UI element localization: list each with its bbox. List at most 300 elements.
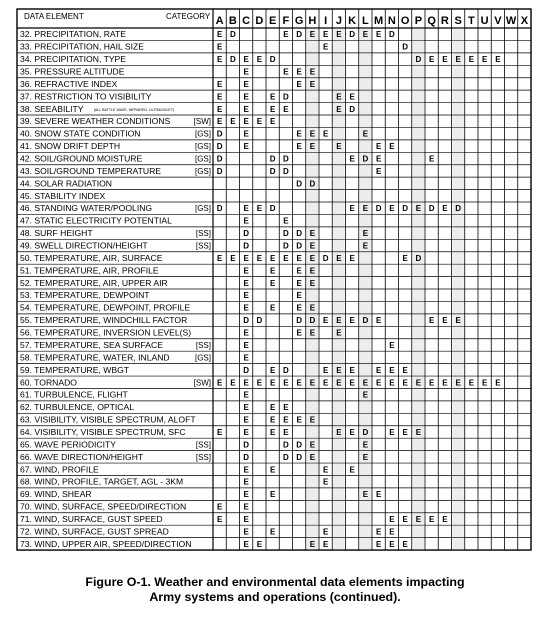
mark-e: E <box>402 514 408 524</box>
data-element-label: 32. PRECIPITATION, RATE <box>20 29 127 40</box>
column-letter-w: W <box>505 15 517 27</box>
mark-d: D <box>269 166 276 176</box>
mark-e: E <box>243 415 249 425</box>
mark-e: E <box>375 539 382 549</box>
mark-e: E <box>283 30 289 40</box>
mark-e: E <box>283 253 289 263</box>
mark-e: E <box>322 378 329 388</box>
data-element-label: 55. TEMPERATURE, WINDCHILL FACTOR <box>20 315 188 326</box>
data-element-label: 54. TEMPERATURE, DEWPOINT, PROFILE <box>20 302 191 313</box>
column-letter-h: H <box>308 15 317 27</box>
mark-e: E <box>216 427 223 437</box>
data-element-label: 52. TEMPERATURE, AIR, UPPER AIR <box>20 277 168 288</box>
mark-e: E <box>428 154 435 164</box>
mark-e: E <box>243 117 249 127</box>
category-code: [SW] <box>193 117 211 127</box>
mark-e: E <box>283 427 289 437</box>
table-row <box>20 514 448 524</box>
mark-e: E <box>269 378 276 388</box>
mark-e: E <box>296 328 302 338</box>
mark-e: E <box>309 266 316 276</box>
mark-e: E <box>362 30 369 40</box>
mark-e: E <box>336 142 342 152</box>
caption-line-2: Army systems and operations (continued). <box>149 590 401 604</box>
mark-e: E <box>283 378 289 388</box>
mark-d: D <box>296 452 303 462</box>
mark-e: E <box>322 527 329 537</box>
mark-e: E <box>269 490 276 500</box>
category-code: [SW] <box>193 378 211 388</box>
data-element-label: 38. SEEABILITY <box>20 103 84 114</box>
mark-d: D <box>282 452 289 462</box>
mark-e: E <box>269 465 276 475</box>
mark-e: E <box>309 415 316 425</box>
table-row <box>20 352 249 362</box>
mark-e: E <box>402 378 408 388</box>
mark-d: D <box>296 30 303 40</box>
data-element-label: 57. TEMPERATURE, SEA SURFACE <box>20 339 163 350</box>
mark-e: E <box>481 55 488 65</box>
mark-e: E <box>362 452 369 462</box>
column-letter-c: C <box>242 15 251 27</box>
column-letter-e: E <box>268 15 277 27</box>
mark-e: E <box>216 92 223 102</box>
table-row <box>20 54 501 64</box>
mark-e: E <box>389 340 395 350</box>
mark-e: E <box>322 477 329 487</box>
mark-e: E <box>216 514 223 524</box>
mark-d: D <box>216 154 223 164</box>
data-element-label: 69. WIND, SHEAR <box>20 489 92 500</box>
table-row <box>20 166 382 176</box>
mark-e: E <box>375 166 382 176</box>
mark-e: E <box>495 378 501 388</box>
data-element-label: 64. VISIBILITY, VISIBLE SPECTRUM, SFC <box>20 426 186 437</box>
mark-e: E <box>230 117 236 127</box>
data-element-label: 43. SOIL/GROUND TEMPERATURE <box>20 165 162 176</box>
mark-e: E <box>336 104 342 114</box>
mark-e: E <box>336 328 342 338</box>
mark-e: E <box>243 477 249 487</box>
mark-e: E <box>230 253 236 263</box>
mark-d: D <box>375 204 382 214</box>
table-row <box>20 328 342 338</box>
mark-e: E <box>362 490 369 500</box>
mark-e: E <box>243 129 249 139</box>
category-code: [SS] <box>195 229 211 239</box>
mark-e: E <box>389 514 395 524</box>
column-shade <box>413 28 424 550</box>
mark-e: E <box>336 92 342 102</box>
mark-d: D <box>282 440 289 450</box>
mark-d: D <box>349 104 356 114</box>
mark-e: E <box>455 55 461 65</box>
table-row <box>20 415 316 425</box>
mark-e: E <box>296 415 302 425</box>
mark-d: D <box>229 30 236 40</box>
mark-e: E <box>322 30 329 40</box>
mark-e: E <box>309 539 316 549</box>
mark-e: E <box>375 316 382 326</box>
data-element-label: 42. SOIL/GROUND MOISTURE <box>20 153 143 164</box>
mark-d: D <box>296 229 303 239</box>
mark-d: D <box>269 154 276 164</box>
mark-e: E <box>415 427 422 437</box>
mark-e: E <box>269 303 276 313</box>
mark-d: D <box>243 365 250 375</box>
mark-d: D <box>455 204 462 214</box>
table-row <box>20 477 329 487</box>
column-letter-m: M <box>374 15 384 27</box>
mark-e: E <box>389 204 395 214</box>
data-element-label: 63. VISIBILITY, VISIBLE SPECTRUM, ALOFT <box>20 414 196 425</box>
data-element-label: 35. PRESSURE ALTITUDE <box>20 66 125 77</box>
table-row <box>20 402 289 412</box>
mark-e: E <box>495 55 501 65</box>
data-element-note: (ALL BATTLE WAVE, INFRARED, ULTRAVIOLET) <box>93 107 175 112</box>
table-row <box>20 191 105 201</box>
column-shade <box>360 28 371 550</box>
mark-d: D <box>243 241 250 251</box>
mark-d: D <box>269 55 276 65</box>
mark-d: D <box>243 452 250 462</box>
mark-d: D <box>282 154 289 164</box>
table-row <box>20 91 355 101</box>
mark-d: D <box>243 229 250 239</box>
figure-caption <box>0 575 550 605</box>
mark-d: D <box>243 316 250 326</box>
column-letter-x: X <box>520 15 529 27</box>
mark-e: E <box>375 527 382 537</box>
column-letter-s: S <box>454 15 462 27</box>
table-row <box>20 79 316 89</box>
category-code: [GS] <box>194 204 211 214</box>
mark-e: E <box>336 365 342 375</box>
mark-d: D <box>282 229 289 239</box>
mark-e: E <box>296 142 302 152</box>
mark-d: D <box>282 241 289 251</box>
mark-e: E <box>216 55 223 65</box>
mark-e: E <box>362 390 369 400</box>
mark-d: D <box>309 316 316 326</box>
mark-e: E <box>322 316 329 326</box>
mark-e: E <box>256 253 263 263</box>
mark-d: D <box>216 204 223 214</box>
mark-e: E <box>389 142 395 152</box>
data-element-label: 68. WIND, PROFILE, TARGET, AGL - 3KM <box>20 476 184 487</box>
data-element-label: 70. WIND, SURFACE, SPEED/DIRECTION <box>20 501 187 512</box>
mark-e: E <box>349 465 355 475</box>
mark-e: E <box>243 55 249 65</box>
mark-e: E <box>428 316 435 326</box>
mark-e: E <box>283 403 289 413</box>
data-element-label: 39. SEVERE WEATHER CONDITIONS <box>20 116 171 127</box>
category-code: [SS] <box>195 241 211 251</box>
mark-e: E <box>296 266 302 276</box>
mark-e: E <box>336 30 342 40</box>
mark-e: E <box>389 527 395 537</box>
mark-d: D <box>296 316 303 326</box>
table-row <box>20 29 395 39</box>
column-letter-f: F <box>282 15 290 27</box>
mark-e: E <box>336 427 342 437</box>
column-letter-j: J <box>335 15 342 27</box>
mark-e: E <box>243 142 249 152</box>
mark-e: E <box>481 378 488 388</box>
mark-d: D <box>349 30 356 40</box>
mark-e: E <box>415 204 422 214</box>
column-letter-d: D <box>255 15 264 27</box>
data-element-label: 51. TEMPERATURE, AIR, PROFILE <box>20 265 159 276</box>
mark-e: E <box>243 104 249 114</box>
table-row <box>20 464 355 474</box>
mark-e: E <box>389 427 395 437</box>
mark-d: D <box>216 166 223 176</box>
mark-e: E <box>256 117 263 127</box>
column-letter-n: N <box>387 15 396 27</box>
mark-e: E <box>269 415 276 425</box>
table-row <box>20 154 435 164</box>
column-letter-o: O <box>400 15 410 27</box>
mark-e: E <box>269 527 276 537</box>
mark-e: E <box>243 328 249 338</box>
mark-e: E <box>309 440 316 450</box>
data-element-label: 46. STANDING WATER/POOLING <box>20 203 153 214</box>
mark-e: E <box>322 465 329 475</box>
data-element-label: 40. SNOW STATE CONDITION <box>20 128 141 139</box>
mark-e: E <box>442 378 448 388</box>
column-letter-q: Q <box>427 15 436 27</box>
mark-d: D <box>362 154 369 164</box>
mark-e: E <box>256 204 263 214</box>
mark-e: E <box>216 79 223 89</box>
mark-e: E <box>243 303 249 313</box>
mark-e: E <box>216 117 223 127</box>
mark-e: E <box>442 204 448 214</box>
table-row <box>20 178 315 188</box>
mark-e: E <box>375 490 382 500</box>
data-element-label: 67. WIND, PROFILE <box>20 464 99 475</box>
caption-line-1: Figure O-1. Weather and environmental data elements impacting <box>85 575 465 589</box>
data-element-label: 66. WAVE DIRECTION/HEIGHT <box>20 451 144 462</box>
data-element-label: 44. SOLAR RADIATION <box>20 178 113 189</box>
data-element-label: 60. TORNADO <box>20 377 77 388</box>
mark-e: E <box>375 142 382 152</box>
mark-e: E <box>455 316 461 326</box>
mark-e: E <box>216 502 223 512</box>
mark-e: E <box>402 539 408 549</box>
data-element-header-label: DATA ELEMENT <box>24 12 84 21</box>
mark-d: D <box>282 92 289 102</box>
mark-e: E <box>243 502 249 512</box>
mark-e: E <box>362 204 369 214</box>
mark-e: E <box>269 278 276 288</box>
mark-e: E <box>322 42 329 52</box>
data-element-label: 50. TEMPERATURE, AIR, SURFACE <box>20 252 163 263</box>
data-element-label: 65. WAVE PERIODICITY <box>20 439 116 450</box>
mark-d: D <box>256 316 263 326</box>
table-row <box>20 278 316 288</box>
mark-d: D <box>309 179 316 189</box>
mark-e: E <box>309 142 316 152</box>
mark-e: E <box>269 117 276 127</box>
mark-e: E <box>243 403 249 413</box>
mark-e: E <box>309 30 316 40</box>
column-letter-b: B <box>228 15 237 27</box>
mark-d: D <box>415 253 422 263</box>
mark-d: D <box>296 241 303 251</box>
table-row <box>20 315 461 325</box>
column-shade <box>453 28 464 550</box>
category-code: [SS] <box>195 452 211 462</box>
category-code: [SS] <box>195 340 211 350</box>
table-row <box>20 216 289 226</box>
mark-e: E <box>322 129 329 139</box>
mark-d: D <box>243 440 250 450</box>
mark-e: E <box>269 104 276 114</box>
mark-e: E <box>216 104 223 114</box>
mark-e: E <box>296 67 302 77</box>
mark-e: E <box>362 241 369 251</box>
mark-e: E <box>243 340 249 350</box>
mark-e: E <box>468 55 475 65</box>
mark-e: E <box>336 316 342 326</box>
mark-e: E <box>309 328 316 338</box>
table-row <box>20 141 395 151</box>
mark-e: E <box>349 204 355 214</box>
table-row <box>20 265 316 275</box>
mark-e: E <box>243 204 249 214</box>
data-element-label: 61. TURBULENCE, FLIGHT <box>20 389 128 400</box>
mark-e: E <box>309 278 316 288</box>
column-letter-i: I <box>324 15 328 27</box>
mark-d: D <box>296 179 303 189</box>
mark-e: E <box>216 42 223 52</box>
mark-e: E <box>336 378 342 388</box>
mark-e: E <box>296 303 302 313</box>
mark-e: E <box>243 253 249 263</box>
mark-e: E <box>243 67 249 77</box>
mark-e: E <box>309 452 316 462</box>
data-element-label: 71. WIND, SURFACE, GUST SPEED <box>20 513 163 524</box>
column-letter-g: G <box>294 15 304 27</box>
mark-e: E <box>216 253 223 263</box>
table-row <box>20 502 249 512</box>
category-code: [GS] <box>194 154 211 164</box>
mark-e: E <box>269 365 276 375</box>
mark-d: D <box>282 166 289 176</box>
mark-d: D <box>296 440 303 450</box>
data-element-label: 33. PRECIPITATION, HAIL SIZE <box>20 41 144 52</box>
mark-e: E <box>309 241 316 251</box>
mark-e: E <box>283 415 289 425</box>
mark-e: E <box>309 129 316 139</box>
data-element-label: 41. SNOW DRIFT DEPTH <box>20 141 121 152</box>
mark-e: E <box>349 427 355 437</box>
table-row <box>20 116 276 126</box>
data-element-label: 73. WIND, UPPER AIR, SPEED/DIRECTION <box>20 538 192 549</box>
data-element-label: 36. REFRACTIVE INDEX <box>20 78 118 89</box>
mark-e: E <box>243 490 249 500</box>
table-row <box>20 104 355 114</box>
mark-e: E <box>243 427 249 437</box>
mark-e: E <box>309 378 316 388</box>
mark-e: E <box>362 129 369 139</box>
table-header <box>24 12 211 21</box>
mark-e: E <box>309 253 316 263</box>
data-element-label: 59. TEMPERATURE, WBGT <box>20 364 130 375</box>
mark-e: E <box>362 229 369 239</box>
mark-e: E <box>309 79 316 89</box>
mark-e: E <box>375 378 382 388</box>
mark-e: E <box>442 316 448 326</box>
column-shade <box>307 28 318 550</box>
mark-d: D <box>415 55 422 65</box>
category-header-label: CATEGORY <box>166 12 211 21</box>
mark-d: D <box>216 129 223 139</box>
mark-d: D <box>428 204 435 214</box>
category-code: [GS] <box>194 129 211 139</box>
category-code: [GS] <box>194 353 211 363</box>
mark-e: E <box>243 216 249 226</box>
table-row <box>20 42 408 52</box>
column-letter-t: T <box>468 15 475 27</box>
mark-d: D <box>402 42 409 52</box>
mark-e: E <box>349 154 355 164</box>
mark-e: E <box>468 378 475 388</box>
mark-e: E <box>389 365 395 375</box>
data-element-label: 53. TEMPERATURE, DEWPOINT <box>20 290 150 301</box>
mark-e: E <box>349 253 355 263</box>
mark-e: E <box>296 253 302 263</box>
mark-e: E <box>428 378 435 388</box>
mark-e: E <box>296 378 302 388</box>
mark-e: E <box>428 55 435 65</box>
mark-e: E <box>216 378 223 388</box>
mark-e: E <box>375 30 382 40</box>
mark-e: E <box>336 253 342 263</box>
mark-e: E <box>455 378 461 388</box>
mark-e: E <box>283 67 289 77</box>
data-element-label: 72. WIND, SURFACE, GUST SPREAD <box>20 526 169 537</box>
mark-d: D <box>216 142 223 152</box>
data-element-label: 45. STABILITY INDEX <box>20 190 106 201</box>
data-element-label: 37. RESTRICTION TO VISIBILITY <box>20 91 152 102</box>
mark-d: D <box>282 365 289 375</box>
mark-e: E <box>296 278 302 288</box>
table-row <box>20 539 408 549</box>
mark-e: E <box>283 216 289 226</box>
mark-e: E <box>243 353 249 363</box>
mark-e: E <box>362 378 369 388</box>
mark-d: D <box>388 30 395 40</box>
data-element-label: 49. SWELL DIRECTION/HEIGHT <box>20 240 148 251</box>
mark-e: E <box>322 539 329 549</box>
data-element-label: 58. TEMPERATURE, WATER, INLAND <box>20 352 170 363</box>
data-element-label: 47. STATIC ELECTRICITY POTENTIAL <box>20 215 172 226</box>
mark-e: E <box>309 67 316 77</box>
mark-e: E <box>296 129 302 139</box>
table-row <box>20 365 408 375</box>
mark-e: E <box>256 378 263 388</box>
mark-e: E <box>269 253 276 263</box>
mark-e: E <box>256 539 263 549</box>
mark-e: E <box>216 30 223 40</box>
mark-e: E <box>442 55 448 65</box>
column-letter-v: V <box>494 15 502 27</box>
mark-e: E <box>243 378 249 388</box>
mark-e: E <box>269 427 276 437</box>
